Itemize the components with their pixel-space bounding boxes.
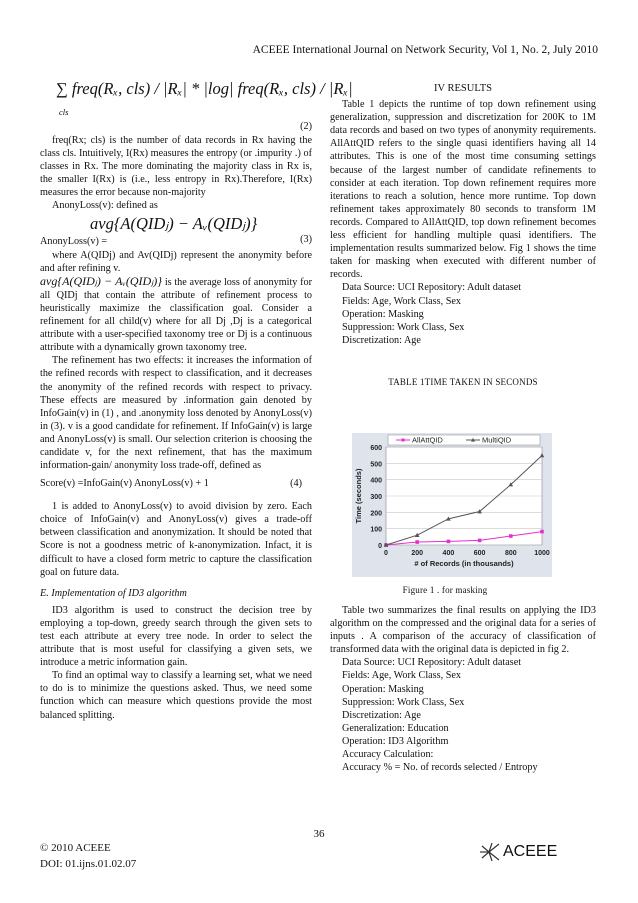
paragraph: ID3 algorithm is used to construct the decision tree by employing a top-down, greedy search through the given sets to test each attribute at every tree node. In order to select the attribute that is most useful for classifying a given sets, we introduce a metric information gain. (40, 604, 312, 669)
paragraph: To find an optimal way to classify a learning set, what we need to do is to minimize the questions asked. Thus, we need some function which can measure which questions provide the most balanced splitting. (40, 670, 312, 721)
list-item: Discretization: Age (342, 709, 421, 721)
data-point (478, 539, 482, 543)
x-tick-label: 200 (411, 550, 424, 557)
copyright: © 2010 ACEEE (40, 842, 111, 854)
list-item: Operation: Masking (342, 308, 424, 320)
y-tick-label: 300 (370, 494, 382, 501)
figure-caption: Figure 1 . for masking (402, 585, 488, 595)
list-item: Operation: Masking (342, 683, 424, 695)
data-point (447, 540, 451, 544)
paragraph: Table two summarizes the final results on applying the ID3 algorithm on the compressed and the original data for a series of inputs . A comparison of the accuracy of classification of transformed data with the original data is depicted in fig 2. (330, 605, 596, 656)
paragraph (40, 275, 312, 355)
y-axis-label: Time (seconds) (354, 468, 363, 524)
paragraph: where A(QIDj) and Av(QIDj) represent the anonymity before and after refining v. (40, 249, 312, 274)
x-tick-label: 800 (504, 550, 517, 557)
y-tick-label: 600 (370, 445, 382, 452)
legend-label: MultiQID (482, 435, 512, 445)
equation-4-number: (4) (290, 478, 302, 490)
y-tick-label: 500 (370, 461, 382, 469)
masking-time-chart (346, 425, 556, 583)
logo-text: ACEEE (503, 843, 558, 860)
equation-4-text: Score(v) =InfoGain(v) AnonyLoss(v) + 1 (40, 478, 209, 490)
settings-list-1 (330, 281, 596, 346)
aceee-logo (478, 842, 557, 862)
x-tick-label: 600 (473, 550, 486, 557)
left-column (40, 79, 353, 722)
list-item: Accuracy % = No. of records selected / Entropy (342, 762, 538, 774)
equation-3-formula: avg{A(QIDⱼ) − Aᵥ(QIDⱼ)} (90, 213, 258, 233)
data-point (540, 530, 544, 534)
paragraph: AnonyLoss(v): defined as (52, 200, 158, 212)
y-tick-label: 100 (370, 526, 382, 534)
paragraph: 1 is added to AnonyLoss(v) to avoid division by zero. Each choice of InfoGain(v) and AnonyLoss(v) gives a trade-off between classification and anonymization. It should be noted that Score is not a goodness metric of k-anonymization. Infact, it is difficult to have a closed form metric to capture the classification goal on future data. (40, 501, 312, 578)
y-tick-label: 400 (370, 477, 382, 485)
list-item: Accuracy Calculation: (342, 749, 434, 761)
settings-list-2 (330, 656, 596, 774)
legend-label: AllAttQID (412, 435, 443, 445)
journal-header: ACEEE International Journal on Network Security, Vol 1, No. 2, July 2010 (252, 44, 598, 56)
x-axis-label: # of Records (in thousands) (414, 559, 514, 568)
y-tick-label: 200 (370, 510, 382, 518)
list-item: Fields: Age, Work Class, Sex (342, 670, 461, 682)
section-heading: E. Implementation of ID3 algorithm (40, 587, 187, 599)
section-title: IV RESULTS (433, 83, 493, 94)
paragraph-text: is the average loss of anonymity for all QIDj that contain the attribute of refinement process to heuristically maximize the classification goal. Consider a refinement for all child(v) where for all Dj ,Dj is a categorical attribute with a user-specified taxonomy tree or Dj is a continuous attribute with a dynamically grown taxonomy tree. (40, 276, 312, 354)
equation-3-label: AnonyLoss(v) = (40, 235, 108, 247)
data-point (509, 534, 513, 538)
table-caption: TABLE 1TIME TAKEN IN SECONDS (388, 377, 538, 387)
data-point (415, 540, 419, 544)
list-item: Data Source: UCI Repository: Adult dataset (342, 657, 522, 669)
x-tick-label: 0 (384, 550, 388, 557)
list-item: Generalization: Education (342, 722, 449, 734)
equation-3-number: (3) (300, 233, 312, 245)
list-item: Discretization: Age (342, 334, 421, 346)
equation-3 (40, 213, 312, 249)
right-column-lower (330, 604, 596, 774)
paragraph: The refinement has two effects: it increases the information of the refined records with respect to classification, and it decreases the anonymity of the refined records with respect to privacy. These effects are measured by .information gain denoted by InfoGain(v) in (1) , and .anonymity loss denoted by AnonyLoss(v) in (3). v is a good candidate for refinement. If InfoGain(v) is large and AnonyLoss(v) is small. Our selection criterion is choosing the candidate v, for the next refinement, that has the maximum information-gain/ anonymity loss trade-off, defined as (40, 355, 312, 472)
equation-4 (40, 472, 312, 500)
equation-2-subscript: cls (59, 107, 69, 117)
x-tick-label: 1000 (534, 550, 550, 557)
equation-2 (40, 79, 353, 134)
list-item: Suppression: Work Class, Sex (342, 321, 465, 333)
equation-2-formula: ∑ freq(Rₓ, cls) / |Rₓ| * |log| freq(Rₓ, cls) / |Rₓ| (56, 79, 353, 98)
paragraph: Table 1 depicts the runtime of top down refinement using generalization, suppression and discretization for 200K to 1M data records and based on two types of anonymity requirements. AllAttQID refers to the single quasi identifiers having all 14 attributes. This is one of the most time consuming settings because of the largest number of candidate refinements to consider at each iteration. Top down refinement requires more iterations to reach a solution, hence more runtime. Top down refinement takes approximately 80 seconds to transform 1M records. Compared to AllAttQID, top down refinement becomes less efficient for handling multiple quasi identifiers. The implementation results summarized below. Fig 1 shows the time taken for masking when executed with different number of records. (330, 99, 596, 281)
page-number: 36 (313, 828, 325, 840)
list-item: Suppression: Work Class, Sex (342, 696, 465, 708)
legend-box (388, 435, 540, 445)
doi: DOI: 01.ijns.01.02.07 (40, 858, 137, 870)
list-item: Fields: Age, Work Class, Sex (342, 295, 461, 307)
star-burst-icon (478, 842, 500, 862)
list-item: Operation: ID3 Algorithm (342, 735, 449, 747)
list-item: Data Source: UCI Repository: Adult dataset (342, 282, 522, 294)
legend-marker (402, 439, 405, 442)
paragraph: freq(Rx; cls) is the number of data records in Rx having the class cls. Intuitively, I(Rx) measures the entropy (or .impurity .) of classes in Rx. The more dominating the majority class in Rx is, the smaller I(Rx) is (i.e., less entropy in Rx).Therefore, I(Rx) measures the error because non-majority (40, 135, 312, 199)
right-column (330, 82, 596, 347)
y-tick-label: 0 (378, 543, 382, 550)
x-tick-label: 400 (442, 550, 455, 557)
inline-formula: avg{A(QIDⱼ) − Aᵥ(QIDⱼ)} (40, 273, 163, 288)
equation-2-number: (2) (300, 121, 312, 132)
